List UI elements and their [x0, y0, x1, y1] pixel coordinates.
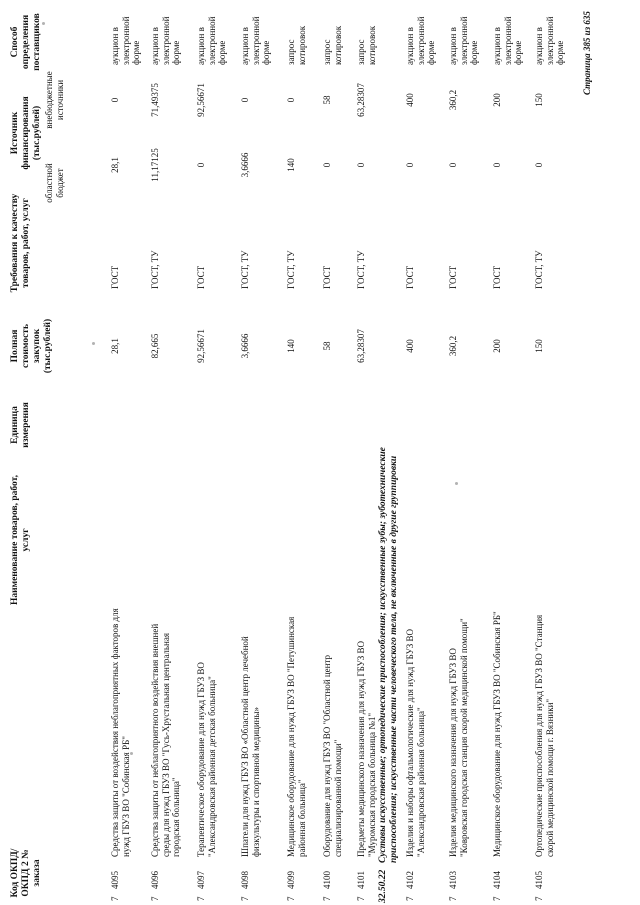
rows-code: 7: [110, 896, 120, 901]
rows2-code: 7: [448, 896, 458, 901]
rows2-code: 7: [405, 896, 415, 901]
rows2-method: аукцион в электронной форме: [492, 16, 523, 65]
rows-regional-budget: 0: [356, 162, 366, 168]
rows2-item-name: Медицинское оборудование для нужд ГБУЗ ВО "Собинская РБ": [492, 611, 502, 857]
section-heading: Суставы искусственные; ортопедические приспособления; искусственные зубы; зуботехнические приспособления; искусственные части человеческого тела, не включенные в другие группировки: [378, 447, 399, 863]
scan-speck: [130, 752, 133, 755]
rows-code: 7: [150, 896, 160, 901]
rows-quality-req: ГОСТ: [322, 265, 332, 289]
rows2-regional-budget: 0: [448, 162, 458, 168]
rows2-quality-req: ГОСТ: [448, 265, 458, 289]
rows2-extrabudget: 360,2: [448, 89, 458, 111]
rows2-quality-req: ГОСТ: [405, 265, 415, 289]
rows-full-cost: 3,6666: [240, 333, 250, 359]
rows-code: 7: [322, 896, 332, 901]
rows2-regional-budget: 0: [534, 162, 544, 168]
rows-method: аукцион в электронной форме: [196, 16, 227, 65]
rows2-method: аукцион в электронной форме: [534, 16, 565, 65]
rows-method: аукцион в электронной форме: [240, 16, 271, 65]
rows-method: запрос котировок: [356, 25, 377, 65]
rows2-extrabudget: 400: [405, 93, 415, 107]
rows-extrabudget: 0: [240, 97, 250, 103]
rows-item-name: Медицинское оборудование для нужд ГБУЗ ВО "Петушинская районная больница": [286, 616, 307, 857]
rows2-full-cost: 400: [405, 339, 415, 353]
rows2-quality-req: ГОСТ, ТУ: [534, 250, 544, 289]
rows-method: запрос котировок: [322, 25, 343, 65]
rows2-extrabudget: 200: [492, 93, 502, 107]
rows-extrabudget: 0: [286, 97, 296, 103]
rows-regional-budget: 0: [322, 162, 332, 168]
rows2-full-cost: 150: [534, 339, 544, 353]
rows-quality-req: ГОСТ: [196, 265, 206, 289]
header-regional: областной бюджет: [44, 163, 65, 203]
rows-full-cost: 58: [322, 341, 332, 351]
rows2-code: 7: [492, 896, 502, 901]
rows-item-name: Терапевтическое оборудование для нужд ГБУЗ ВО "Александровская районная детская больница": [196, 662, 217, 857]
header-source: Источник финансирования (тыс.рублей): [10, 96, 42, 170]
rows-method: запрос котировок: [286, 25, 307, 65]
rows-quality-req: ГОСТ, ТУ: [356, 250, 366, 289]
scan-speck: [42, 22, 45, 25]
rows-item-name: Средства защиты от неблагоприятного воздействия внешней среды для нужд ГБУЗ ВО "Гусь-Хрустальная центральная городская больница": [150, 623, 181, 857]
rows-regional-budget: 3,6666: [240, 152, 250, 178]
rows-code: 7: [356, 896, 366, 901]
rows2-item-name: Изделия медицинского назначения для нужд ГБУЗ ВО "Ковровская городская станция скорой медицинской помощи": [448, 618, 469, 857]
rows-order-number: 4099: [286, 871, 296, 889]
rows2-item-name: Ортопедические приспособления для нужд ГБУЗ ВО "Станция скорой медицинской помощи г. Вязники": [534, 614, 555, 857]
scan-speck: [92, 342, 95, 345]
rows-full-cost: 28,1: [110, 338, 120, 354]
rows-extrabudget: 92,56671: [196, 83, 206, 117]
page-number: Страница 385 из 635: [582, 11, 592, 95]
rows2-regional-budget: 0: [492, 162, 502, 168]
header-code: Код ОКПД/ ОКПД 2 № заказа: [10, 848, 42, 898]
rows2-order-number: 4105: [534, 871, 544, 889]
rows-regional-budget: 0: [196, 162, 206, 168]
rows-quality-req: ГОСТ, ТУ: [286, 250, 296, 289]
scan-speck: [455, 482, 458, 485]
rows-full-cost: 82,665: [150, 333, 160, 359]
rows-regional-budget: 11,17125: [150, 148, 160, 182]
header-cost: Полная стоимость закупок (тыс.рублей): [10, 318, 53, 374]
header-unit: Единица измерения: [10, 402, 31, 448]
rows-order-number: 4095: [110, 871, 120, 889]
rows-item-name: Оборудование для нужд ГБУЗ ВО "Областной центр специализированной помощи": [322, 655, 343, 857]
rows-code: 7: [196, 896, 206, 901]
rows-order-number: 4100: [322, 871, 332, 889]
section-code: 32.50.22: [378, 869, 388, 903]
rows2-regional-budget: 0: [405, 162, 415, 168]
rows-quality-req: ГОСТ, ТУ: [240, 250, 250, 289]
header-extrabud: внебюджетные источники: [44, 71, 65, 129]
header-req: Требования к качеству товаров, работ, услуг: [10, 193, 31, 293]
header-method: Способ определения поставщиков: [10, 13, 42, 71]
rows-order-number: 4097: [196, 871, 206, 889]
rows2-order-number: 4103: [448, 871, 458, 889]
rows-extrabudget: 58: [322, 95, 332, 105]
rows2-item-name: Изделия и наборы офтальмологические для нужд ГБУЗ ВО "Александровская районная больница": [405, 629, 426, 857]
rows-item-name: Предметы медицинского назначения для нужд ГБУЗ ВО "Муромская городская больница №1": [356, 640, 377, 857]
rows-method: аукцион в электронной форме: [150, 16, 181, 65]
rows-code: 7: [240, 896, 250, 901]
rows-item-name: Шпатели для нужд ГБУЗ ВО «Областной центр лечебной физкультуры и спортивной медицины»: [240, 636, 261, 857]
rows2-method: аукцион в электронной форме: [405, 16, 436, 65]
rows2-order-number: 4104: [492, 871, 502, 889]
rows2-order-number: 4102: [405, 871, 415, 889]
rows-full-cost: 63,28307: [356, 329, 366, 363]
rows-full-cost: 92,56671: [196, 329, 206, 363]
rows-regional-budget: 140: [286, 158, 296, 172]
rows2-full-cost: 200: [492, 339, 502, 353]
rows-regional-budget: 28,1: [110, 157, 120, 173]
rows2-method: аукцион в электронной форме: [448, 16, 479, 65]
rows2-extrabudget: 150: [534, 93, 544, 107]
rows-order-number: 4101: [356, 871, 366, 889]
rows-extrabudget: 71,49375: [150, 83, 160, 117]
rows-extrabudget: 0: [110, 97, 120, 103]
header-name: Наименование товаров, работ, услуг: [10, 475, 31, 605]
rows-order-number: 4098: [240, 871, 250, 889]
rows2-quality-req: ГОСТ: [492, 265, 502, 289]
rows2-code: 7: [534, 896, 544, 901]
rows-method: аукцион в электронной форме: [110, 16, 141, 65]
rows-item-name: Средства защиты от воздействия неблагоприятных факторов для нужд ГБУЗ ВО "Собинская РБ": [110, 608, 131, 857]
rows-quality-req: ГОСТ: [110, 265, 120, 289]
rows-full-cost: 140: [286, 339, 296, 353]
rows2-full-cost: 360,2: [448, 335, 458, 357]
rows-extrabudget: 63,28307: [356, 83, 366, 117]
rows-order-number: 4096: [150, 871, 160, 889]
rows-quality-req: ГОСТ, ТУ: [150, 250, 160, 289]
rows-code: 7: [286, 896, 296, 901]
